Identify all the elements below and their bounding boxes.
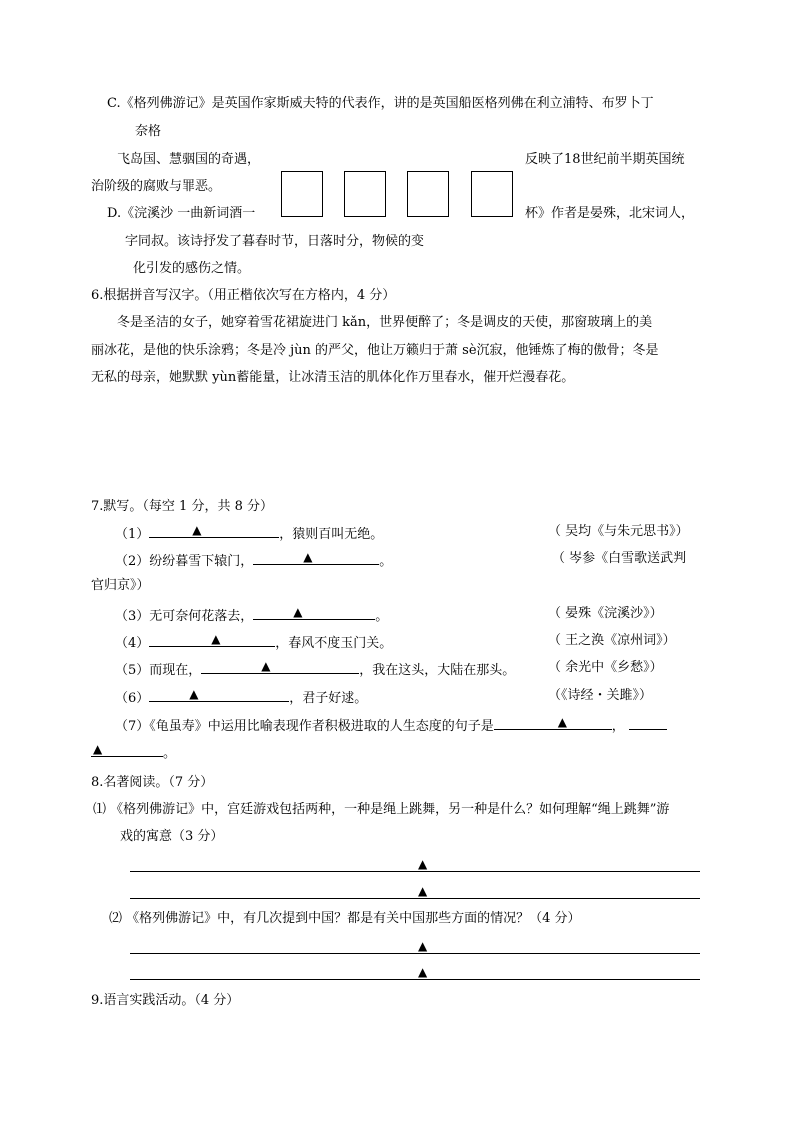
q6-heading: 6.根据拼音写汉字。（用正楷依次写在方格内，4 分）	[91, 288, 396, 303]
blank-marker: ▲	[303, 550, 313, 564]
item-text: ，	[611, 719, 625, 734]
fill-blank[interactable]	[629, 715, 667, 730]
q7-item-4	[115, 632, 392, 653]
q7-item-3	[115, 605, 388, 626]
blank-marker: ▲	[557, 715, 568, 729]
q7-item-5	[115, 659, 515, 680]
answer-box-1[interactable]	[281, 171, 323, 217]
item-text: 。	[163, 746, 177, 761]
item-text: ，春风不度玉门关。	[275, 636, 393, 651]
option-d-line3: 化引发的感伤之情。	[133, 261, 251, 276]
item-number: （4）	[115, 636, 150, 651]
item-number: （3）	[115, 609, 150, 624]
q7-item-2-source-cont: 官归京》）	[91, 578, 150, 593]
answer-line-1[interactable]	[130, 871, 700, 872]
item-text: 纷纷暮雪下辕门，	[149, 554, 254, 569]
answer-line-marker: ▲	[418, 939, 428, 953]
item-number: （2）	[115, 554, 150, 569]
item-text: 而现在，	[149, 663, 202, 678]
q6-para-line2: 丽冰花，是他的快乐涂鸦；冬是冷 jùn 的严父，他让万籁归于萧 sè沉寂，他锤炼了梅的傲骨；冬是	[91, 343, 659, 358]
item-text: ，我在这头，大陆在那头。	[359, 663, 516, 678]
answer-box-4[interactable]	[471, 171, 513, 217]
answer-line-marker: ▲	[418, 884, 428, 898]
option-c-line3-right: 反映了18世纪前半期英国统	[525, 152, 685, 167]
answer-box-2[interactable]	[344, 171, 386, 217]
item-number: （7）	[115, 719, 150, 734]
fill-blank[interactable]	[91, 742, 163, 757]
blank-marker: ▲	[261, 659, 271, 673]
q7-item-5-source: （ 余光中《乡愁》）	[548, 660, 663, 675]
item-text: 。	[375, 609, 389, 624]
option-d-line1-right: 杯》作者是晏殊，北宋词人，	[525, 206, 695, 221]
item-text: ，君子好逑。	[289, 691, 368, 706]
blank-marker: ▲	[211, 632, 221, 646]
answer-line-marker: ▲	[418, 857, 428, 871]
fill-blank[interactable]	[253, 550, 379, 565]
option-c-line2: 奈格	[135, 124, 162, 139]
q7-item-7-cont	[91, 742, 176, 763]
item-text: ，猿则百叫无绝。	[279, 527, 384, 542]
q7-item-2-source: （ 岑参《白雪歌送武判	[552, 551, 687, 566]
q7-heading: 7.默写。（每空 1 分，共 8 分）	[91, 499, 273, 514]
option-c-line4: 治阶级的腐败与罪恶。	[91, 179, 222, 194]
option-c-line3-left: 飞岛国、慧骃国的奇遇，	[117, 152, 261, 167]
fill-blank[interactable]	[149, 687, 289, 702]
answer-line-3[interactable]	[130, 953, 700, 954]
option-d-line2: 字同叔。该诗抒发了暮春时节，日落时分，物候的变	[125, 234, 425, 249]
item-number: （5）	[115, 663, 150, 678]
q7-item-1	[115, 523, 383, 544]
q7-item-7	[115, 715, 667, 736]
item-text: 无可奈何花落去，	[149, 609, 254, 624]
option-d-line1-left: D.《浣溪沙 一曲新词酒一	[107, 206, 256, 221]
fill-blank[interactable]	[201, 659, 359, 674]
item-text: 《龟虽寿》中运用比喻表现作者积极进取的人生态度的句子是	[149, 719, 494, 734]
item-text: 。	[379, 554, 393, 569]
option-c-line1: C.《格列佛游记》是英国作家斯威夫特的代表作，讲的是英国船医格列佛在利立浦特、布罗卜丁	[107, 96, 654, 111]
q7-item-6-source: （《诗经・关雎》）	[548, 688, 653, 703]
fill-blank[interactable]	[253, 605, 375, 620]
q8-sub2: ⑵ 《格列佛游记》中，有几次提到中国？都是有关中国那些方面的情况？（4 分）	[109, 911, 581, 926]
answer-line-4[interactable]	[130, 979, 700, 980]
blank-marker: ▲	[192, 523, 202, 537]
q8-heading: 8.名著阅读。（7 分）	[91, 775, 214, 790]
blank-marker: ▲	[189, 687, 199, 701]
q8-sub1-line1: ⑴ 《格列佛游记》中，宫廷游戏包括两种，一种是绳上跳舞，另一种是什么？如何理解“绳上跳舞”游	[93, 802, 670, 817]
q9-heading: 9.语言实践活动。（4 分）	[91, 993, 240, 1008]
fill-blank[interactable]	[494, 715, 612, 730]
q7-item-3-source: （ 晏殊《浣溪沙》）	[548, 606, 663, 621]
q7-item-6	[115, 687, 367, 708]
item-number: （1）	[115, 527, 150, 542]
answer-line-2[interactable]	[130, 898, 700, 899]
q7-item-2	[115, 550, 392, 571]
blank-marker: ▲	[93, 742, 103, 756]
item-number: （6）	[115, 691, 150, 706]
q6-para-line3: 无私的母亲，她默默 yùn蓄能量，让冰清玉洁的肌体化作万里春水，催开烂漫春花。	[91, 370, 575, 385]
q7-item-1-source: （ 吴均《与朱元思书》）	[548, 524, 689, 539]
q7-item-4-source: （ 王之涣《凉州词》）	[548, 633, 676, 648]
answer-box-3[interactable]	[407, 171, 449, 217]
fill-blank[interactable]	[149, 523, 279, 538]
q8-sub1-line2: 戏的寓意（3 分）	[120, 829, 224, 844]
q6-para-line1: 冬是圣洁的女子，她穿着雪花裙旋进门 kǎn，世界便醉了；冬是调皮的天使，那窗玻璃上的美	[117, 315, 653, 330]
blank-marker: ▲	[293, 605, 303, 619]
fill-blank[interactable]	[149, 632, 275, 647]
answer-line-marker: ▲	[418, 965, 428, 979]
